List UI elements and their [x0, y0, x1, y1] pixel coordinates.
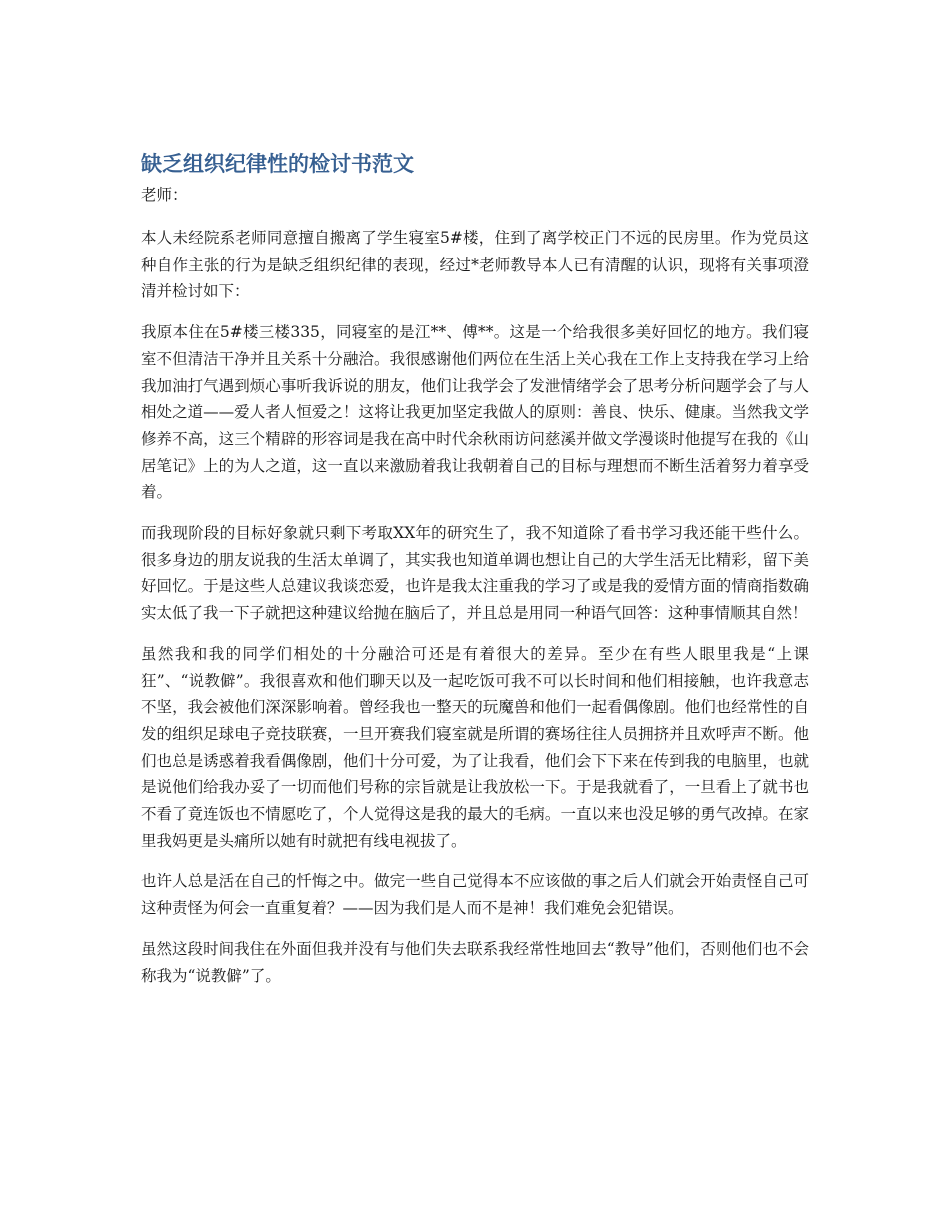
salutation: 老师：: [141, 186, 188, 204]
paragraph-5: 也许人总是活在自己的忏悔之中。做完一些自己觉得本不应该做的事之后人们就会开始责怪自己可这种责怪为何会一直重复着？——因为我们是人而不是神！我们难免会犯错误。: [141, 872, 809, 918]
paragraph-4: 虽然我和我的同学们相处的十分融洽可还是有着很大的差异。至少在有些人眼里我是“上课狂”、“说教僻”。我很喜欢和他们聊天以及一起吃饭可我不可以长时间和他们相接触，也许我意志不坚，我会被他们深深影响着。曾经我也一整天的玩魔兽和他们一起看偶像剧。他们也经常性的自发的组织足球电子竞技联赛，一旦开赛我们寝室就是所谓的赛场往往人员拥挤并且欢呼声不断。他们也总是诱惑着我看偶像剧，他们十分可爱，为了让我看，他们会下下来在传到我的电脑里，也就是说他们给我办妥了一切而他们号称的宗旨就是让我放松一下。于是我就看了，一旦看上了就书也不看了竟连饭也不情愿吃了，个人觉得这是我的最大的毛病。一直以来也没足够的勇气改掉。在家里我妈更是头痛所以她有时就把有线电视拔了。: [141, 644, 809, 850]
document-body: [141, 147, 809, 1003]
paragraph-2: 我原本住在5#楼三楼335，同寝室的是江**、傅**。这是一个给我很多美好回忆的地方。我们寝室不但清洁干净并且关系十分融洽。我很感谢他们两位在生活上关心我在工作上支持我在学习上给我加油打气遇到烦心事听我诉说的朋友，他们让我学会了发泄情绪学会了思考分析问题学会了与人相处之道——爱人者人恒爱之！这将让我更加坚定我做人的原则：善良、快乐、健康。当然我文学修养不高，这三个精辟的形容词是我在高中时代余秋雨访问慈溪并做文学漫谈时他提写在我的《山居笔记》上的为人之道，这一直以来激励着我让我朝着自己的目标与理想而不断生活着努力着享受着。: [141, 323, 809, 502]
document-title: 缺乏组织纪律性的检讨书范文: [141, 152, 414, 176]
paragraph-3: 而我现阶段的目标好象就只剩下考取XX年的研究生了，我不知道除了看书学习我还能干些什么。很多身边的朋友说我的生活太单调了，其实我也知道单调也想让自己的大学生活无比精彩，留下美好回忆。于是这些人总建议我谈恋爱，也许是我太注重我的学习了或是我的爱情方面的情商指数确实太低了我一下子就把这种建议给抛在脑后了，并且总是用同一种语气回答：这种事情顺其自然！: [141, 524, 809, 623]
paragraph-6: 虽然这段时间我住在外面但我并没有与他们失去联系我经常性地回去“教导”他们，否则他们也不会称我为“说教僻”了。: [141, 939, 809, 985]
paragraph-1: 本人未经院系老师同意擅自搬离了学生寝室5#楼，住到了离学校正门不远的民房里。作为党员这种自作主张的行为是缺乏组织纪律的表现，经过*老师教导本人已有清醒的认识，现将有关事项澄清并检讨如下：: [141, 229, 809, 301]
